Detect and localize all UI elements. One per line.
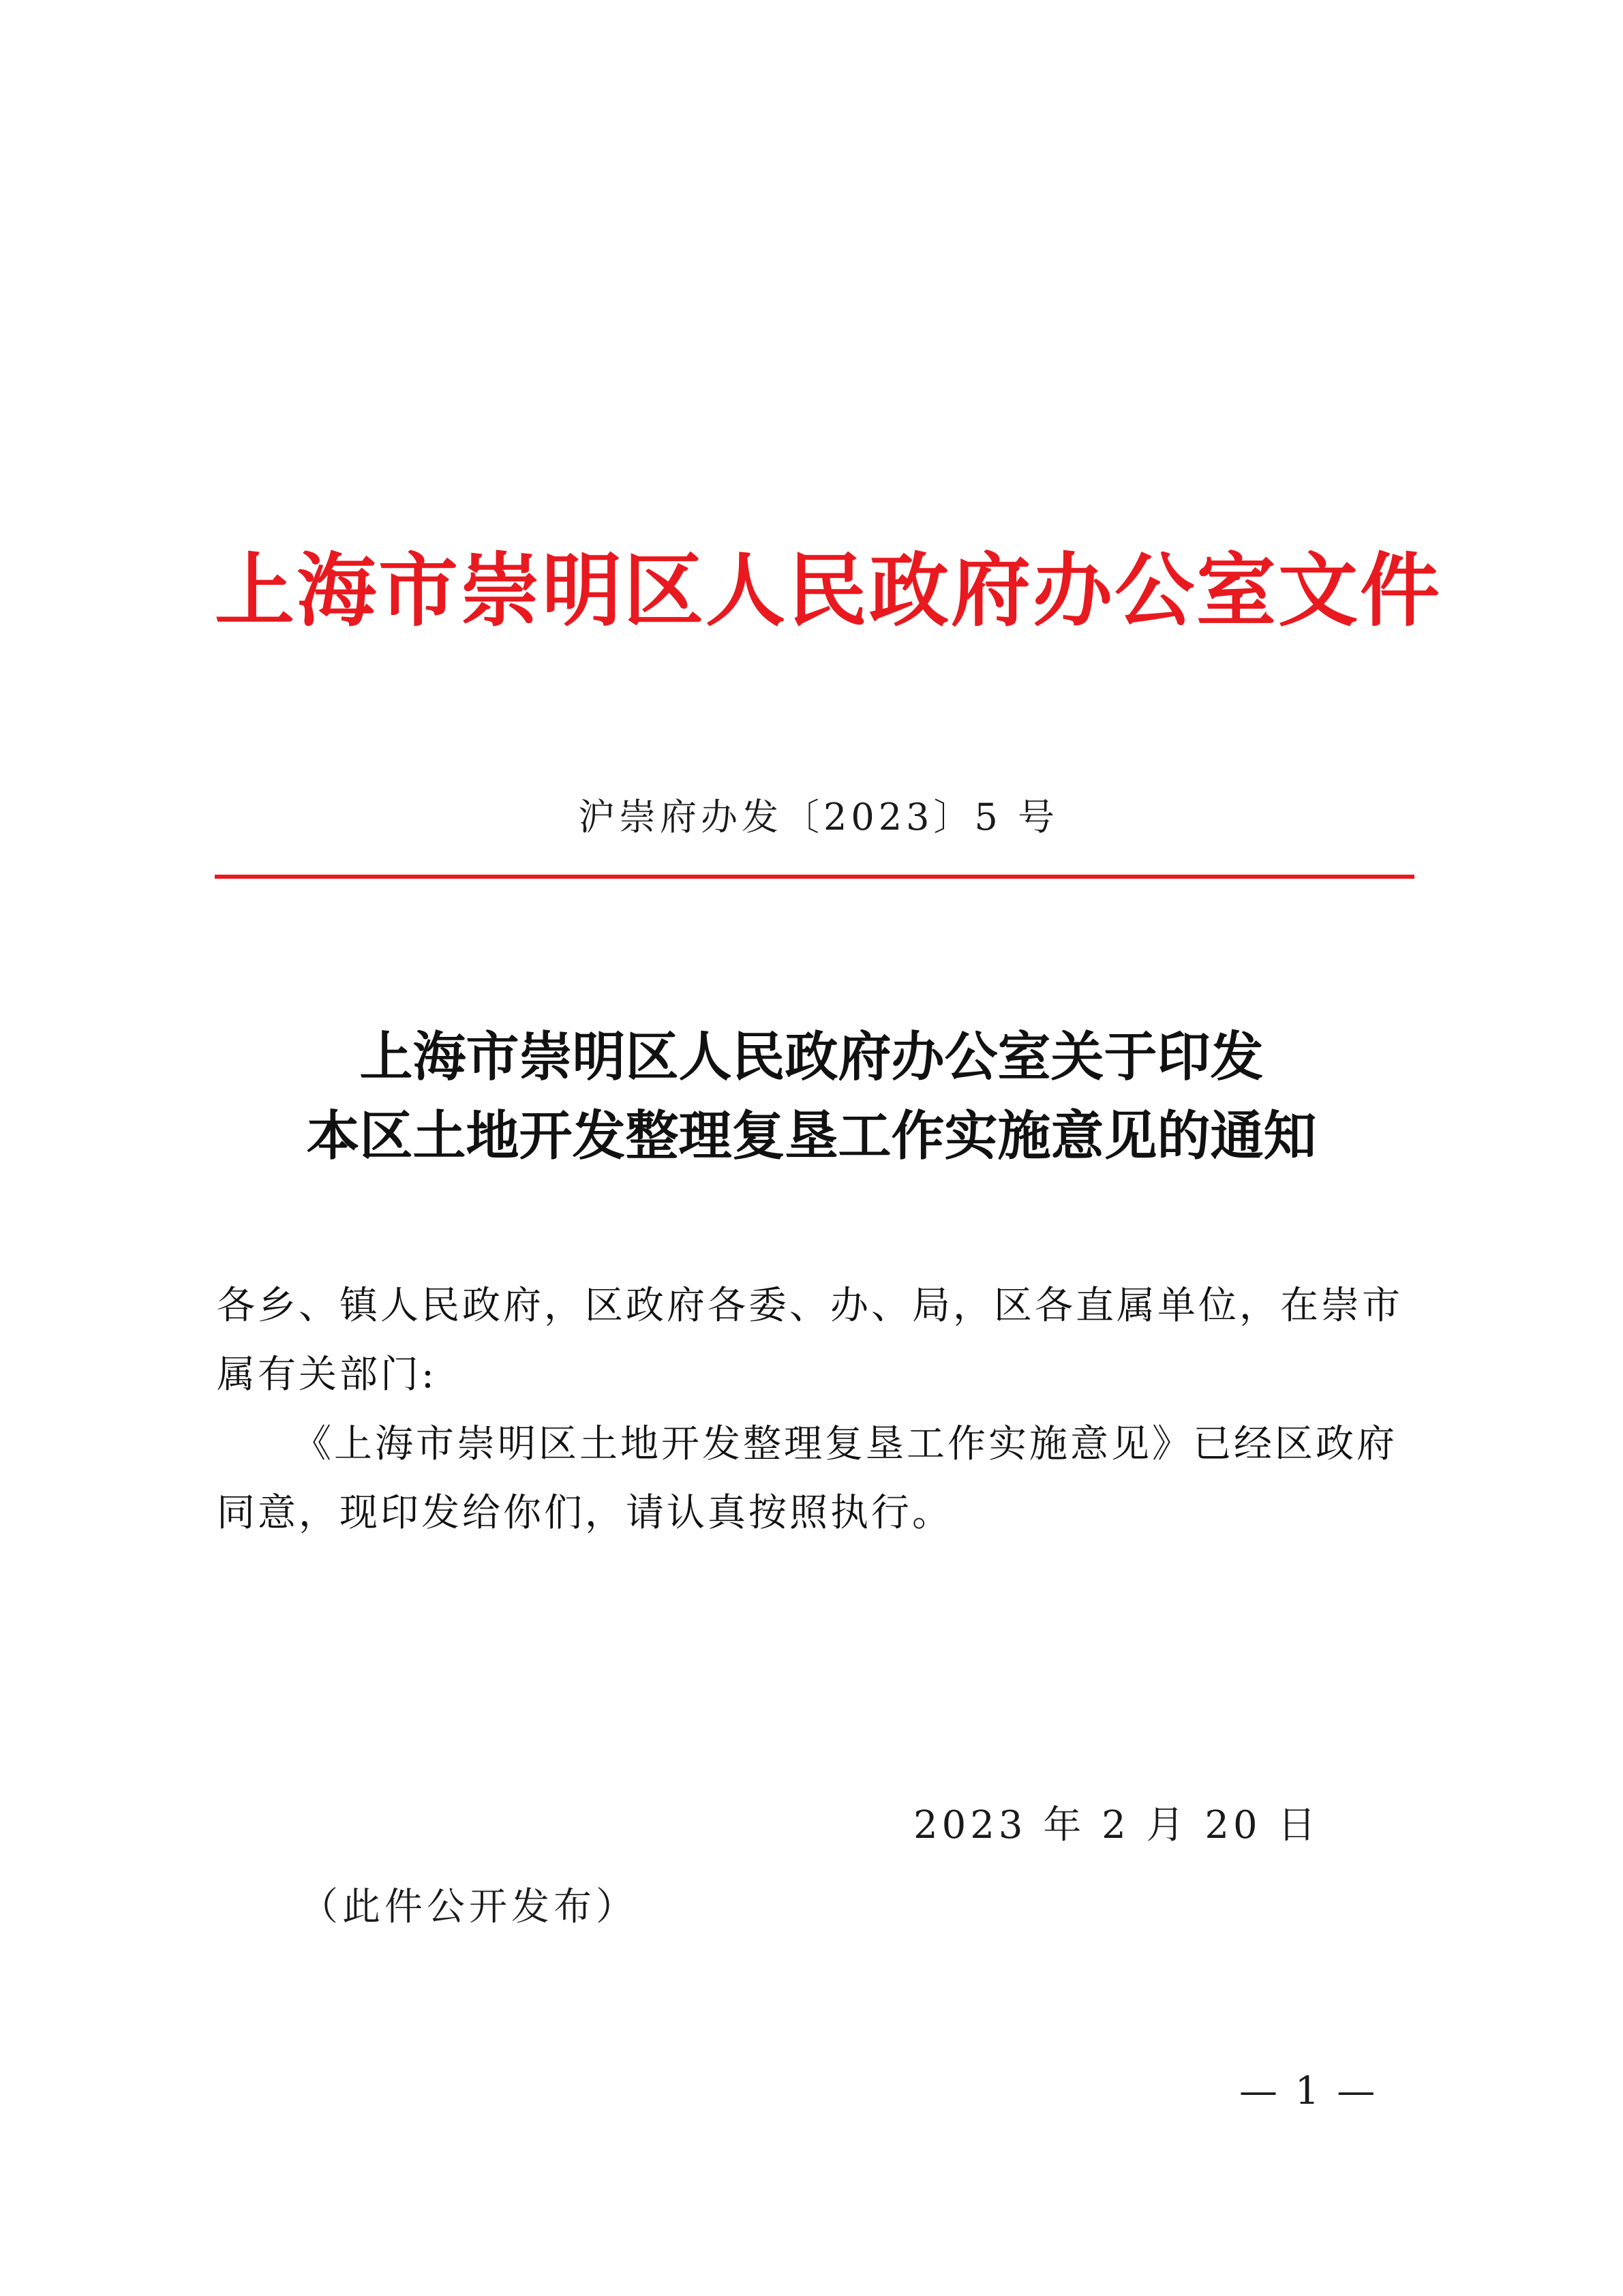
notice-title-line-2: 本区土地开发整理复垦工作实施意见的通知 bbox=[306, 1105, 1317, 1167]
red-separator-line bbox=[215, 875, 1414, 879]
document-number: 沪崇府办发〔2023〕5 号 bbox=[578, 796, 1059, 839]
red-header-title: 上海市崇明区人民政府办公室文件 bbox=[215, 543, 1442, 637]
addressee: 各乡、镇人民政府，区政府各委、办、局，区各直属单位，在崇市属有关部门: bbox=[217, 1284, 1403, 1397]
body-paragraph: 《上海市崇明区土地开发整理复垦工作实施意见》已经区政府同意，现印发给你们，请认真按照执行。 bbox=[217, 1422, 1397, 1535]
notice-title-line-1: 上海市崇明区人民政府办公室关于印发 bbox=[359, 1026, 1264, 1088]
public-release-note: （此件公开发布） bbox=[300, 1885, 638, 1929]
page-number: — 1 — bbox=[1239, 2069, 1378, 2113]
issue-date: 2023 年 2 月 20 日 bbox=[913, 1803, 1320, 1847]
notice-title bbox=[0, 1018, 1623, 1176]
